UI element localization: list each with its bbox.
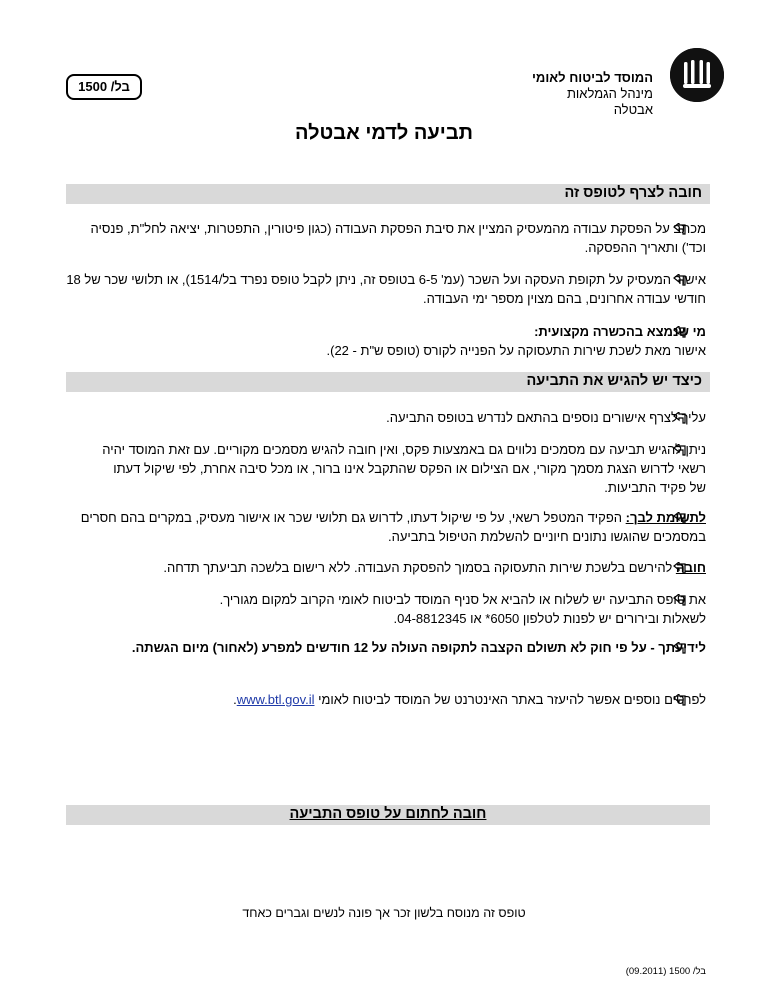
howto-item-4-label: חובה — [675, 560, 706, 575]
form-version: בל/ 1500 (09.2011) — [625, 966, 706, 977]
form-number-badge: בל/ 1500 — [66, 74, 142, 100]
howto-item-5-line-1: את טופס התביעה יש לשלוח או להביא אל סניף המוסד לביטוח לאומי הקרוב למקום מגוריך. — [219, 592, 706, 607]
required-item-3-title: מי שנמצא בהכשרה מקצועית: — [534, 324, 706, 339]
section-howto-band — [66, 372, 710, 392]
howto-item-7 — [90, 690, 706, 709]
howto-item-7-text: לפרטים נוספים אפשר להיעזר באתר האינטרנט של המוסד לביטוח לאומי — [318, 692, 706, 707]
howto-item-5 — [90, 590, 706, 628]
howto-item-7-end: . — [233, 692, 237, 707]
org-block — [393, 70, 653, 118]
org-sub: אבטלה — [613, 102, 653, 117]
org-dept: מינהל הגמלאות — [566, 86, 653, 101]
btl-logo-icon — [670, 48, 724, 102]
page-title: תביעה לדמי אבטלה — [295, 122, 473, 144]
howto-item-3 — [80, 508, 706, 546]
howto-item-4-text: להירשם בלשכת שירות התעסוקה בסמוך להפסקת העבודה. ללא רישום בלשכה תביעתך תדחה. — [163, 560, 673, 575]
section-sign-band — [66, 805, 710, 825]
gender-note: טופס זה מנוסח בלשון זכר אך פונה לנשים וגברים כאחד — [242, 906, 526, 920]
howto-item-5-line-2: לשאלות ובירורים יש לפנות לטלפון 6050* או 04-8812345. — [393, 611, 706, 626]
howto-item-1: עליך לצרף אישורים נוספים בהתאם לנדרש בטופס התביעה. — [386, 410, 706, 425]
howto-item-2: ניתן להגיש תביעה עם מסמכים נלווים גם באמצעות פקס, ואין חובה להגיש מסמכים מקוריים. עם זאת המוסד יהיה רשאי לדרוש הצגת מסמך מקורי, אם הצילום או הפקס שהתקבל אינו ברור, או מכל סיבה אחרת, לפי שיקול דעתו של פקיד התביעות. — [102, 442, 706, 495]
section-required-band — [66, 184, 710, 204]
howto-item-3-text: הפקיד המטפל רשאי, על פי שיקול דעתו, לדרוש גם תלושי שכר או אישור מעסיק, במקרים בהם חסרים במסמכים שהוגשו נתונים חיוניים להשלמת הטיפול בתביעה. — [80, 510, 706, 544]
required-item-1: מכתב על הפסקת עבודה מהמעסיק המציין את סיבת הפסקת העבודה (כגון פיטורין, התפטרות, יציאה לחל"ת, פנסיה וכד') ותאריך ההפסקה. — [90, 221, 706, 255]
required-item-3 — [90, 322, 706, 360]
section-howto-heading: כיצד יש להגיש את התביעה — [526, 373, 702, 389]
howto-item-6: לידיעתך - על פי חוק לא תשולם הקצבה לתקופה העולה על 12 חודשים למפרע (לאחור) מיום הגשתה. — [131, 640, 706, 655]
required-item-3-text: אישור מאת לשכת שירות התעסוקה על הפנייה לקורס (טופס ש"ת - 22). — [326, 343, 706, 358]
required-item-2: אישור המעסיק על תקופת העסקה ועל השכר (עמ' 6-5 בטופס זה, ניתן לקבל טופס נפרד בל/1514), או תלושי שכר של 18 חודשי עבודה אחרונים, בהם מצוין מספר ימי העבודה. — [66, 272, 706, 306]
btl-website-link[interactable]: www.btl.gov.il — [236, 692, 315, 707]
howto-item-3-label: לתשומת לבך: — [625, 510, 706, 525]
section-required-heading: חובה לצרף לטופס זה — [564, 185, 702, 201]
section-sign-heading: חובה לחתום על טופס התביעה — [289, 806, 487, 822]
org-name: המוסד לביטוח לאומי — [532, 70, 653, 85]
howto-item-4 — [60, 558, 706, 577]
